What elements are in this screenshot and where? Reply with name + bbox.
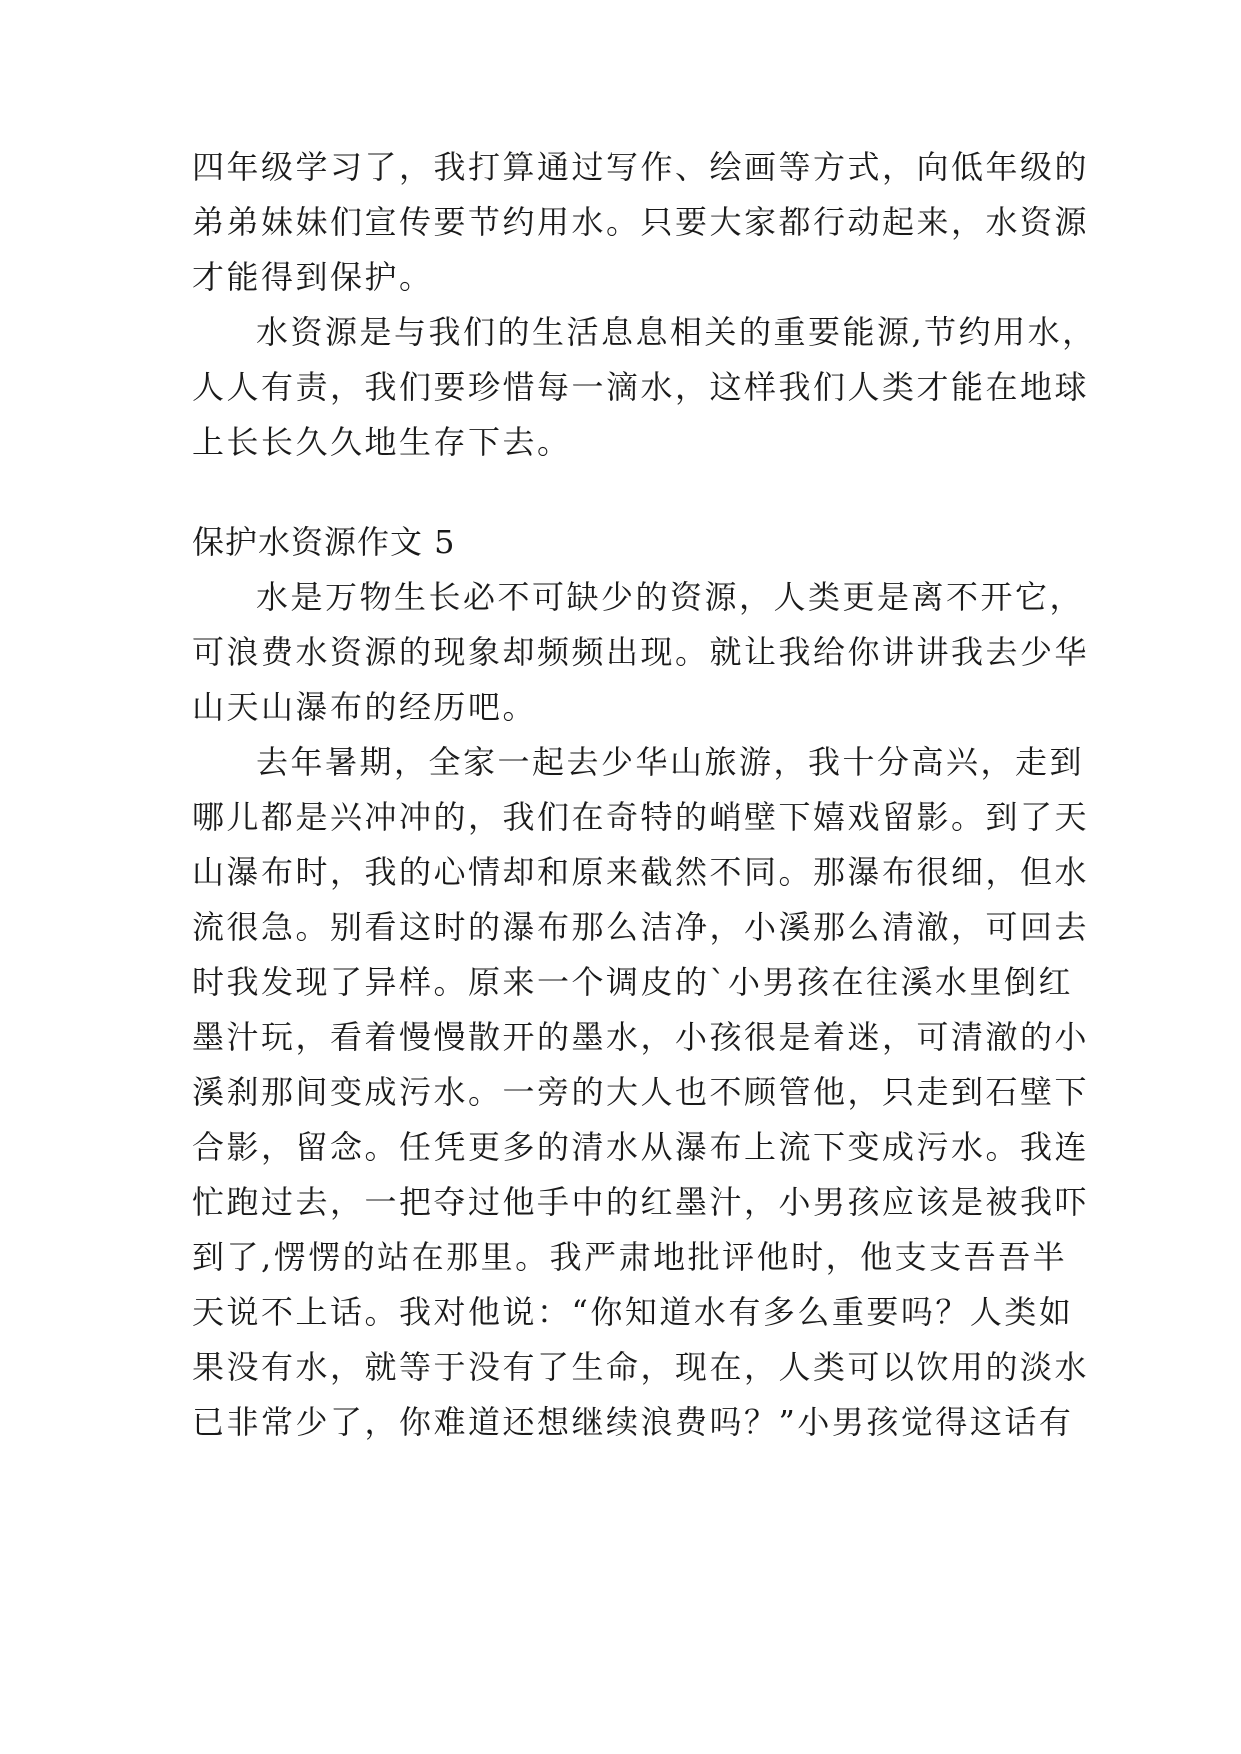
section-title: 保护水资源作文 5 bbox=[192, 523, 456, 561]
text-line: 到了,愣愣的站在那里。我严肃地批评他时，他支支吾吾半 bbox=[192, 1238, 1068, 1276]
text-line: 才能得到保护。 bbox=[192, 258, 434, 296]
text-line: 合影，留念。任凭更多的清水从瀑布上流下变成污水。我连 bbox=[192, 1128, 1090, 1166]
text-line: 溪刹那间变成污水。一旁的大人也不顾管他，只走到石壁下 bbox=[192, 1073, 1090, 1111]
text-line: 人人有责，我们要珍惜每一滴水，这样我们人类才能在地球 bbox=[192, 368, 1090, 406]
text-line: 四年级学习了，我打算通过写作、绘画等方式，向低年级的 bbox=[192, 148, 1090, 186]
text-line: 可浪费水资源的现象却频频出现。就让我给你讲讲我去少华 bbox=[192, 633, 1090, 671]
text-line: 弟弟妹妹们宣传要节约用水。只要大家都行动起来，水资源 bbox=[192, 203, 1090, 241]
text-line: 山天山瀑布的经历吧。 bbox=[192, 688, 538, 726]
text-line: 忙跑过去，一把夺过他手中的红墨汁，小男孩应该是被我吓 bbox=[192, 1183, 1090, 1221]
text-line: 去年暑期，全家一起去少华山旅游，我十分高兴，走到 bbox=[256, 743, 1085, 781]
text-line: 已非常少了，你难道还想继续浪费吗？”小男孩觉得这话有 bbox=[192, 1403, 1074, 1441]
text-line: 山瀑布时，我的心情却和原来截然不同。那瀑布很细，但水 bbox=[192, 853, 1090, 891]
text-line: 墨汁玩，看着慢慢散开的墨水，小孩很是着迷，可清澈的小 bbox=[192, 1018, 1090, 1056]
text-line: 时我发现了异样。原来一个调皮的`小男孩在往溪水里倒红 bbox=[192, 963, 1074, 1001]
text-line: 流很急。别看这时的瀑布那么洁净，小溪那么清澈，可回去 bbox=[192, 908, 1090, 946]
text-line: 哪儿都是兴冲冲的，我们在奇特的峭壁下嬉戏留影。到了天 bbox=[192, 798, 1090, 836]
text-line: 上长长久久地生存下去。 bbox=[192, 423, 572, 461]
text-line: 水资源是与我们的生活息息相关的重要能源,节约用水， bbox=[256, 313, 1097, 351]
text-line: 天说不上话。我对他说：“你知道水有多么重要吗？人类如 bbox=[192, 1293, 1074, 1331]
text-line: 果没有水，就等于没有了生命，现在，人类可以饮用的淡水 bbox=[192, 1348, 1090, 1386]
text-line: 水是万物生长必不可缺少的资源，人类更是离不开它， bbox=[256, 578, 1085, 616]
